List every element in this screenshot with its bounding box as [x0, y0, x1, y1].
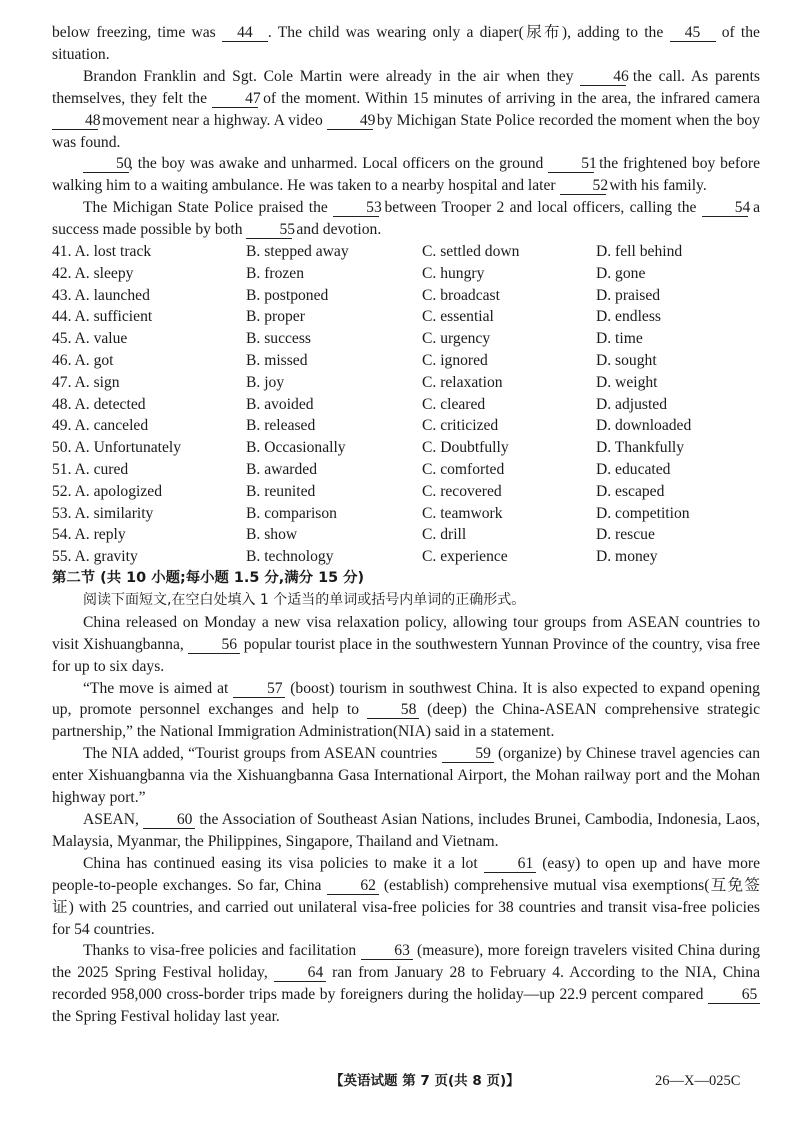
- option-a[interactable]: 52. A. apologized: [52, 482, 163, 500]
- option-row-43: [52, 285, 760, 307]
- option-d[interactable]: D. Thankfully: [596, 439, 685, 457]
- option-c[interactable]: C. criticized: [422, 417, 499, 435]
- option-d[interactable]: D. rescue: [596, 526, 655, 544]
- option-d[interactable]: D. endless: [596, 308, 661, 326]
- passage1-paragraph-2: Brandon Franklin and Sgt. Cole Martin were already in the air when they 46 the call. As parents themselves, they felt the 47 of the moment. Within 15 minutes of arriving in the area, the infrared camera 48 movement near a highway. A video 49 by Michigan State Police recorded the moment when the boy was found.: [52, 67, 760, 151]
- blank-56[interactable]: 56: [188, 636, 240, 654]
- option-a[interactable]: 47. A. sign: [52, 373, 120, 391]
- option-b[interactable]: B. show: [246, 526, 298, 544]
- footer-exam-code: 26—X—025C: [655, 1073, 741, 1089]
- option-c[interactable]: C. settled down: [422, 243, 520, 261]
- blank-54[interactable]: 54: [702, 199, 748, 217]
- passage2-paragraph-4: ASEAN, 60 the Association of Southeast Asian Nations, includes Brunei, Cambodia, Indonesia, Laos, Malaysia, Myanmar, the Philippines, Singapore, Thailand and Vietnam.: [52, 810, 760, 850]
- option-row-42: [52, 263, 760, 285]
- blank-45[interactable]: 45: [670, 24, 716, 42]
- option-row-45: [52, 328, 760, 350]
- section-2-title: 第二节 (共 10 小题;每小题 1.5 分,满分 15 分): [52, 570, 365, 587]
- option-a[interactable]: 42. A. sleepy: [52, 264, 134, 282]
- option-row-50: [52, 437, 760, 459]
- blank-51[interactable]: 51: [548, 155, 594, 173]
- blank-57[interactable]: 57: [233, 680, 285, 698]
- option-b[interactable]: B. avoided: [246, 395, 314, 413]
- option-c[interactable]: C. relaxation: [422, 373, 503, 391]
- blank-47[interactable]: 47: [212, 90, 258, 108]
- footer-page-label: 【英语试题 第 7 页(共 8 页)】: [330, 1073, 520, 1089]
- option-c[interactable]: C. hungry: [422, 264, 485, 282]
- blank-60[interactable]: 60: [143, 811, 195, 829]
- option-c[interactable]: C. broadcast: [422, 286, 500, 304]
- page-content: [52, 22, 760, 1028]
- option-b[interactable]: B. awarded: [246, 461, 318, 479]
- option-row-44: [52, 306, 760, 328]
- option-c[interactable]: C. urgency: [422, 330, 491, 348]
- option-row-54: [52, 524, 760, 546]
- option-d[interactable]: D. educated: [596, 461, 671, 479]
- passage2-paragraph-5: China has continued easing its visa policies to make it a lot 61 (easy) to open up and have more people-to-people exchanges. So far, China 62 (establish) comprehensive mutual visa exemptions(互免签证) with 25 countries, and carried out unilateral visa-free policies for 38 countries and transit visa-free policies for 54 countries.: [52, 854, 760, 938]
- blank-52[interactable]: 52: [560, 177, 606, 195]
- blank-50[interactable]: 50: [83, 155, 129, 173]
- option-d[interactable]: D. sought: [596, 352, 657, 370]
- option-c[interactable]: C. ignored: [422, 352, 488, 370]
- passage1-paragraph-1: below freezing, time was 44 . The child was wearing only a diaper(尿布), adding to the 45 of the situation.: [52, 24, 760, 63]
- blank-48[interactable]: 48: [52, 112, 98, 130]
- option-row-47: [52, 372, 760, 394]
- passage2-paragraph-3: The NIA added, “Tourist groups from ASEAN countries 59 (organize) by Chinese travel agencies can enter Xishuangbanna via the Xishuangbanna Gasa International Airport, the Mohan railway port and the Mohan highway port.”: [52, 745, 760, 807]
- option-row-46: [52, 350, 760, 372]
- option-row-51: [52, 459, 760, 481]
- option-c[interactable]: C. essential: [422, 308, 494, 326]
- option-a[interactable]: 43. A. launched: [52, 286, 150, 304]
- option-row-55: [52, 546, 760, 568]
- passage1-paragraph-3: 50, the boy was awake and unharmed. Local officers on the ground 51 the frightened boy before walking him to a waiting ambulance. He was taken to a nearby hospital and later 52 with his family.: [52, 155, 760, 195]
- option-row-53: [52, 503, 760, 525]
- passage2-paragraph-1: China released on Monday a new visa relaxation policy, allowing tour groups from ASEAN countries to visit Xishuangbanna, 56 popular tourist place in the southwestern Yunnan Province of the country, visa free for up to six days.: [52, 613, 760, 675]
- option-c[interactable]: C. recovered: [422, 482, 502, 500]
- option-b[interactable]: B. reunited: [246, 482, 316, 500]
- option-d[interactable]: D. fell behind: [596, 243, 683, 261]
- option-a[interactable]: 51. A. cured: [52, 461, 129, 479]
- passage1-paragraph-4: The Michigan State Police praised the 53 between Trooper 2 and local officers, calling the 54 a success made possible by both 55 and devotion.: [52, 199, 760, 239]
- option-a[interactable]: 48. A. detected: [52, 395, 146, 413]
- option-c[interactable]: C. Doubtfully: [422, 439, 509, 457]
- section-2-instruction: 阅读下面短文,在空白处填入 1 个适当的单词或括号内单词的正确形式。: [83, 591, 526, 608]
- blank-53[interactable]: 53: [333, 199, 379, 217]
- option-c[interactable]: C. drill: [422, 526, 467, 544]
- option-d[interactable]: D. time: [596, 330, 643, 348]
- passage2-paragraph-6: Thanks to visa-free policies and facilitation 63 (measure), more foreign travelers visited China during the 2025 Spring Festival holiday, 64 ran from January 28 to February 4. According to the NIA, China recorded 958,000 cross-border trips made by foreigners during the holiday—up 22.9 percent compared 65 the Spring Festival holiday last year.: [52, 942, 760, 1026]
- option-d[interactable]: D. adjusted: [596, 395, 668, 413]
- option-d[interactable]: D. downloaded: [596, 417, 692, 435]
- option-b[interactable]: B. joy: [246, 373, 285, 391]
- option-row-49: [52, 415, 760, 437]
- option-row-41: [52, 241, 760, 263]
- option-c[interactable]: C. experience: [422, 548, 508, 566]
- option-a[interactable]: 45. A. value: [52, 330, 128, 348]
- blank-44[interactable]: 44: [222, 24, 268, 42]
- blank-65[interactable]: 65: [708, 986, 760, 1004]
- option-b[interactable]: B. frozen: [246, 264, 305, 282]
- option-d[interactable]: D. competition: [596, 504, 690, 522]
- option-a[interactable]: 46. A. got: [52, 352, 114, 370]
- option-b[interactable]: B. success: [246, 330, 311, 348]
- option-d[interactable]: D. praised: [596, 286, 661, 304]
- option-a[interactable]: 41. A. lost track: [52, 243, 152, 261]
- option-b[interactable]: B. stepped away: [246, 243, 349, 261]
- option-d[interactable]: D. escaped: [596, 482, 665, 500]
- option-a[interactable]: 50. A. Unfortunately: [52, 439, 182, 457]
- option-a[interactable]: 49. A. canceled: [52, 417, 149, 435]
- option-d[interactable]: D. gone: [596, 264, 646, 282]
- option-row-52: [52, 481, 760, 503]
- option-d[interactable]: D. money: [596, 548, 658, 566]
- option-a[interactable]: 55. A. gravity: [52, 548, 138, 566]
- option-c[interactable]: C. teamwork: [422, 504, 503, 522]
- option-a[interactable]: 54. A. reply: [52, 526, 126, 544]
- option-b[interactable]: B. missed: [246, 352, 308, 370]
- blank-55[interactable]: 55: [246, 221, 292, 239]
- option-b[interactable]: B. proper: [246, 308, 305, 326]
- options-list: [52, 241, 760, 568]
- option-c[interactable]: C. cleared: [422, 395, 486, 413]
- blank-61[interactable]: 61: [484, 855, 536, 873]
- passage2-paragraph-2: “The move is aimed at 57 (boost) tourism in southwest China. It is also expected to expand opening up, promote personnel exchanges and help to 58 (deep) the China-ASEAN comprehensive strategic partnership,” the National Immigration Administration(NIA) said in a statement.: [52, 679, 761, 741]
- option-row-48: [52, 394, 760, 416]
- option-d[interactable]: D. weight: [596, 373, 658, 391]
- option-b[interactable]: B. Occasionally: [246, 439, 346, 457]
- option-b[interactable]: B. postponed: [246, 286, 329, 304]
- option-c[interactable]: C. comforted: [422, 461, 505, 479]
- option-b[interactable]: B. comparison: [246, 504, 337, 522]
- blank-64[interactable]: 64: [274, 964, 326, 982]
- blank-58[interactable]: 58: [367, 701, 419, 719]
- option-b[interactable]: B. technology: [246, 548, 334, 566]
- blank-46[interactable]: 46: [580, 68, 626, 86]
- option-a[interactable]: 44. A. sufficient: [52, 308, 153, 326]
- blank-63[interactable]: 63: [361, 942, 413, 960]
- blank-62[interactable]: 62: [327, 877, 379, 895]
- option-a[interactable]: 53. A. similarity: [52, 504, 154, 522]
- blank-59[interactable]: 59: [442, 745, 494, 763]
- blank-49[interactable]: 49: [327, 112, 373, 130]
- option-b[interactable]: B. released: [246, 417, 316, 435]
